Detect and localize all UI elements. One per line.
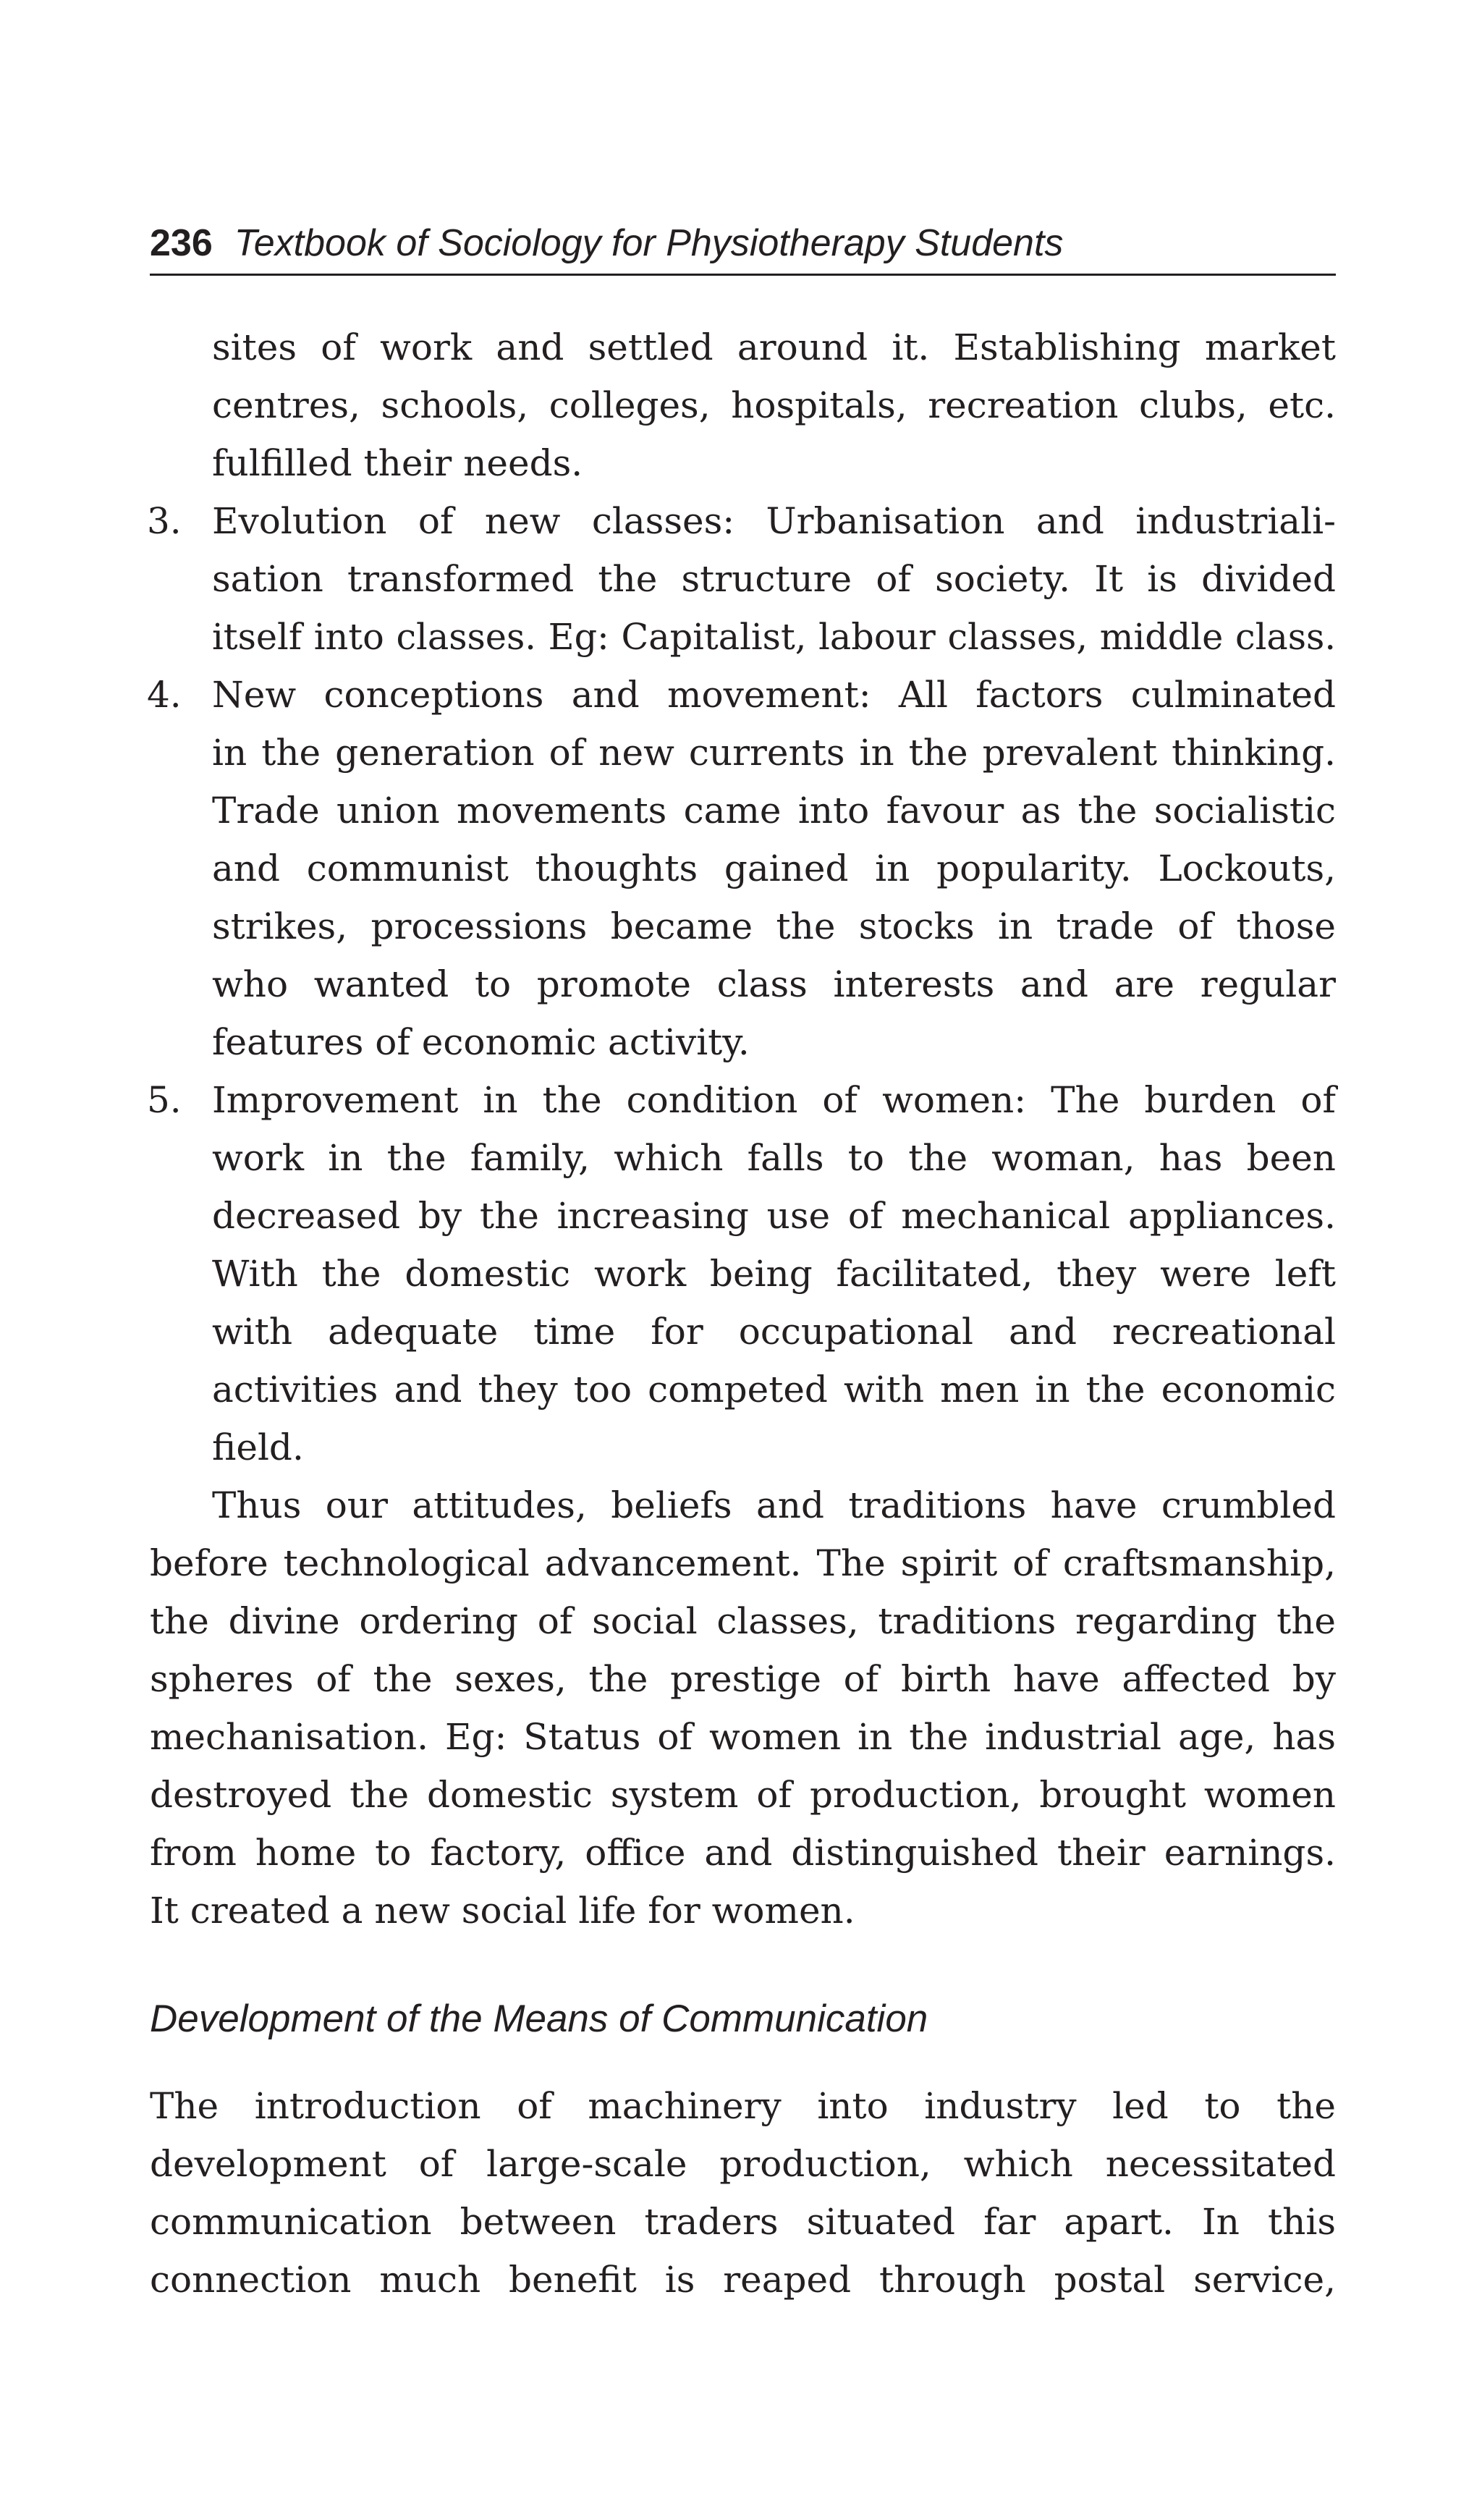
text-line: and communist thoughts gained in popularity. Lockouts, (212, 847, 1336, 889)
text-line: sation transformed the structure of society. It is divided (212, 558, 1336, 600)
text-line: field. (212, 1426, 304, 1468)
text-line: Thus our attitudes, beliefs and traditions have crumbled (212, 1484, 1336, 1526)
text-line: centres, schools, colleges, hospitals, recreation clubs, etc. (212, 384, 1336, 426)
text-line: The introduction of machinery into industry led to the (150, 2085, 1336, 2127)
text-line: strikes, processions became the stocks in trade of those (212, 905, 1336, 947)
text-line: before technological advancement. The spirit of craftsmanship, (150, 1542, 1336, 1584)
text-line: activities and they too competed with men in the economic (212, 1369, 1336, 1411)
text-line: Trade union movements came into favour as the socialistic (212, 790, 1336, 832)
list-item (147, 666, 1336, 1071)
text-line: development of large-scale production, which necessitated (150, 2143, 1336, 2185)
text-line: with adequate time for occupational and recreational (212, 1311, 1336, 1353)
text-line: connection much benefit is reaped through postal service, (150, 2259, 1336, 2301)
summary-paragraph (150, 1476, 1336, 1940)
text-line: mechanisation. Eg: Status of women in the industrial age, has (150, 1716, 1336, 1758)
numbered-list (147, 492, 1336, 1476)
page-number: 236 (150, 222, 213, 264)
text-line: Evolution of new classes: Urbanisation and industriali- (212, 500, 1336, 542)
list-item (147, 492, 1336, 666)
text-line: It created a new social life for women. (150, 1890, 855, 1932)
section-paragraph (150, 2077, 1336, 2309)
list-item-number: 4. (147, 674, 182, 716)
text-line: communication between traders situated far apart. In this (150, 2201, 1336, 2243)
continuation-paragraph (150, 318, 1336, 492)
text-line: destroyed the domestic system of production, brought women (150, 1774, 1336, 1816)
text-line: sites of work and settled around it. Establishing market (212, 326, 1336, 368)
text-line: itself into classes. Eg: Capitalist, labour classes, middle class. (212, 616, 1336, 658)
text-line: from home to factory, office and distinguished their earnings. (150, 1832, 1336, 1874)
section-heading: Development of the Means of Communication (150, 1997, 928, 2040)
text-line: features of economic activity. (212, 1021, 750, 1063)
text-line: decreased by the increasing use of mechanical appliances. (212, 1195, 1336, 1237)
text-line: in the generation of new currents in the prevalent thinking. (212, 732, 1336, 774)
text-line: spheres of the sexes, the prestige of birth have affected by (150, 1658, 1336, 1700)
list-item-number: 5. (147, 1079, 182, 1121)
text-line: Improvement in the condition of women: The burden of (212, 1079, 1336, 1121)
running-head (150, 214, 1336, 276)
text-line: With the domestic work being facilitated, they were left (212, 1253, 1336, 1295)
list-item-number: 3. (147, 500, 182, 542)
text-line: New conceptions and movement: All factors culminated (212, 674, 1336, 716)
book-title: Textbook of Sociology for Physiotherapy Students (234, 222, 1064, 264)
list-item (147, 1071, 1336, 1476)
text-line: fulfilled their needs. (212, 442, 583, 484)
text-line: the divine ordering of social classes, traditions regarding the (150, 1600, 1336, 1642)
text-line: work in the family, which falls to the woman, has been (212, 1137, 1336, 1179)
text-line: who wanted to promote class interests and are regular (212, 963, 1336, 1005)
